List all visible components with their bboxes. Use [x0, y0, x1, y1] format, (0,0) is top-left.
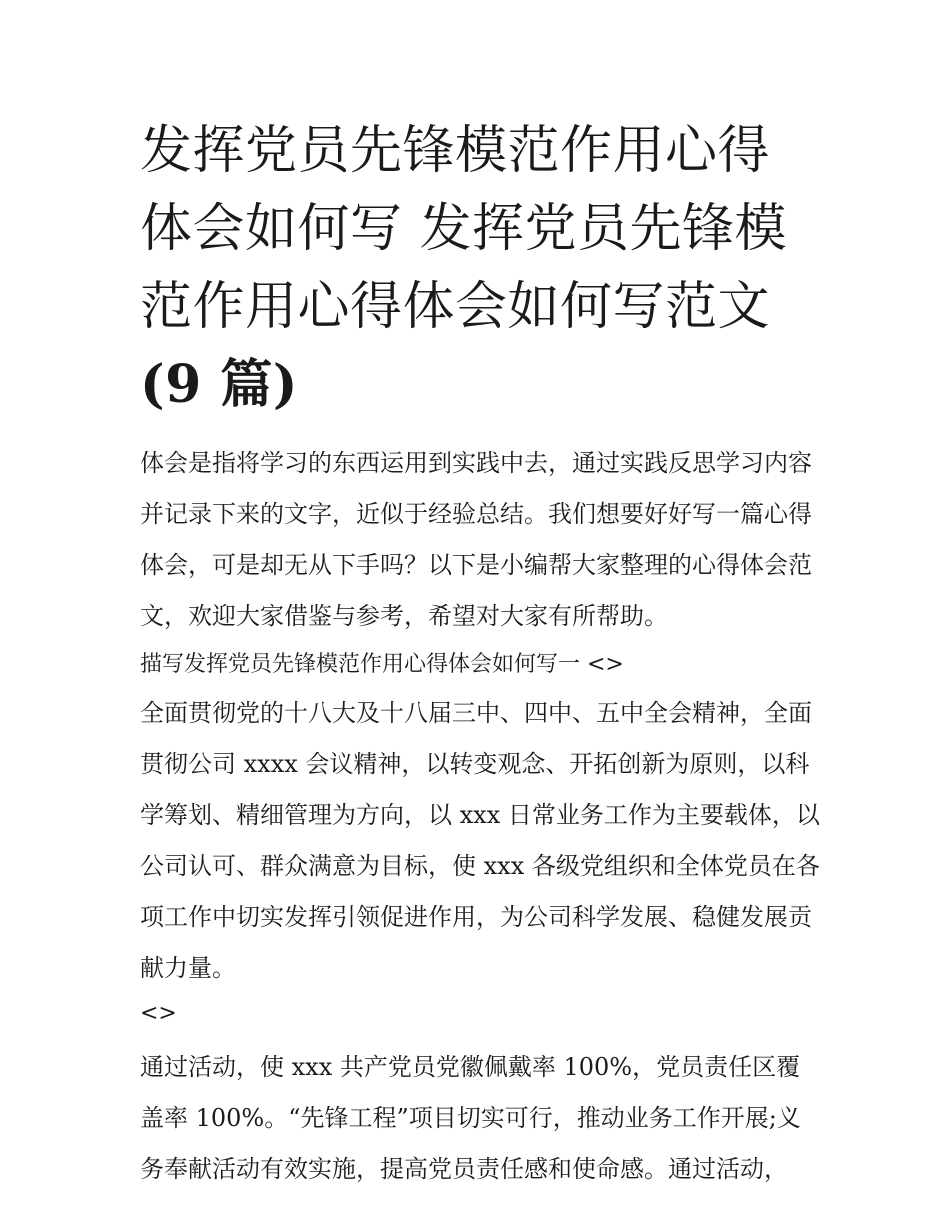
body-paragraph-1: 全面贯彻党的十八大及十八届三中、四中、五中全会精神，全面贯彻公司 xxxx 会议精神，以转变观念、开拓创新为原则，以科学筹划、精细管理为方向，以 xxx 日常业务工作为主要载体，以公司认可、群众满意为目标，使 xxx 各级党组织和全体党员在各项工作中切实发挥引领促进作用，为公司科学发展、稳健发展贡献力量。: [140, 699, 820, 982]
document-page: [140, 112, 820, 1195]
section-marker: <>: [140, 1001, 177, 1026]
document-title: [140, 112, 820, 424]
title-suffix: (9 篇): [140, 354, 298, 415]
section-heading: 描写发挥党员先锋模范作用心得体会如何写一 <>: [140, 652, 624, 677]
title-main: 发挥党员先锋模范作用心得体会如何写 发挥党员先锋模范作用心得体会如何写范文: [140, 121, 788, 337]
body-paragraph-2: 通过活动，使 xxx 共产党员党徽佩戴率 100%，党员责任区覆盖率 100%。“先锋工程”项目切实可行，推动业务工作开展;义务奉献活动有效实施，提高党员责任感和使命感。通过活动，: [140, 1053, 801, 1183]
intro-paragraph: 体会是指将学习的东西运用到实践中去，通过实践反思学习内容并记录下来的文字，近似于经验总结。我们想要好好写一篇心得体会，可是却无从下手吗？以下是小编帮大家整理的心得体会范文，欢迎大家借鉴与参考，希望对大家有所帮助。: [140, 449, 812, 630]
